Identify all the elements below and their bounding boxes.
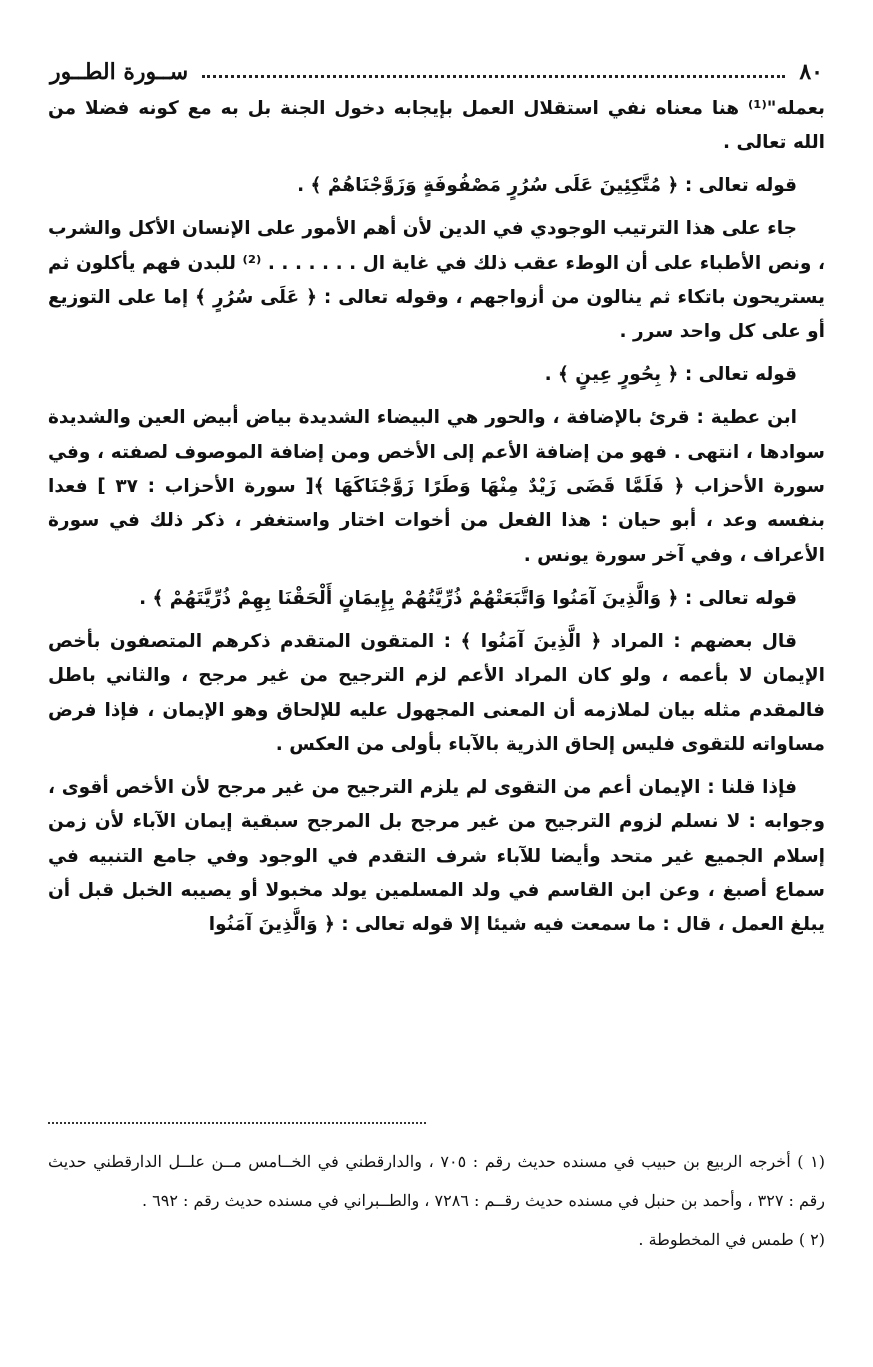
paragraph-3: جاء على هذا الترتيب الوجودي في الدين لأن أهم الأمور على الإنسان الأكل والشرب ، ونص الأطباء على أن الوطء عقب ذلك في غاية ال . . . . . . . ⁽²⁾ للبدن فهم يأكلون ثم يستريحون باتكاء ثم ينالون من أزواجهم ، وقوله تعالى : ﴿ عَلَى سُرُرٍ ﴾ إما على التوزيع أو على كل واحد سرر . [47, 218, 825, 343]
page-header [50, 52, 823, 92]
paragraph-4: قوله تعالى : ﴿ بِحُورٍ عِينٍ ﴾ . [544, 364, 797, 386]
paragraph-7: قال بعضهم : المراد ﴿ الَّذِينَ آمَنُوا ﴾ : المتقون المتقدم ذكرهم المتصفون بأخص الإيمان لا بأعمه ، ولو كان المراد الأعم لزم الترجيح من غير مرجح ، والثاني باطل فالمقدم مثله بيان لملازمه أن المعنى المجهول عليه للإلحاق وهو الإيمان ، فإذا فرض مساواته للتقوى فليس إلحاق الذرية بالآباء بأولى من العكس . [48, 630, 825, 755]
paragraph-2: قوله تعالى : ﴿ مُتَّكِئِينَ عَلَى سُرُرٍ مَصْفُوفَةٍ وَزَوَّجْنَاهُمْ ﴾ . [297, 175, 797, 197]
footnotes [48, 1142, 825, 1259]
page-number: ٨٠ [799, 59, 823, 85]
paragraph-5: ابن عطية : قرئ بالإضافة ، والحور هي البيضاء الشديدة بياض أبيض العين والشديدة سوادها ، انتهى . فهو من إضافة الأعم إلى الأخص ومن إضافة الموصوف لصفته ، وفي سورة الأحزاب ﴿ فَلَمَّا قَضَى زَيْدٌ مِنْهَا وَطَرًا زَوَّجْنَاكَهَا ﴾[ سورة الأحزاب : ٣٧ ] فعدا بنفسه وعد ، أبو حيان : هذا الفعل من أخوات اختار واستغفر ، ذكر ذلك في سورة الأعراف ، وفي آخر سورة يونس . [48, 407, 825, 566]
footnote-1: (١ ) أخرجه الربيع بن حبيب في مسنده حديث رقم : ٧٠٥ ، والدارقطني في الخــامس مــن علــل الدارقطني حديث رقم : ٣٢٧ ، وأحمد بن حنبل في مسنده حديث رقــم : ٧٢٨٦ ، والطــبراني في مسنده حديث رقم : ٦٩٢ . [48, 1152, 826, 1210]
paragraph-1: بعمله"⁽¹⁾ هنا معناه نفي استقلال العمل بإيجابه دخول الجنة بل به مع كونه فضلا من الله تعالى . [48, 98, 825, 154]
paragraph-8: فإذا قلنا : الإيمان أعم من التقوى لم يلزم الترجيح من غير مرجح لأن الأخص أقوى ، وجوابه : لا نسلم لزوم الترجيح من غير مرجح بل المرجح سبقية إيمان الآباء لأن زمن إسلام الجميع غير متحد وأيضا للآباء شرف التقدم في الوجود وفي جامع التنبيه في سماع أصبغ ، وعن ابن القاسم في ولد المسلمين يولد مخبولا أو يصيبه الخبل قبل أن يبلغ العمل ، قال : ما سمعت فيه شيئا إلا قوله تعالى : ﴿ وَالَّذِينَ آمَنُوا [48, 776, 825, 936]
footnote-2: (٢ ) طمس في المخطوطة . [638, 1230, 825, 1249]
footnote-divider [48, 1122, 426, 1124]
main-text [48, 92, 825, 951]
header-dotted-rule [202, 75, 785, 78]
paragraph-6: قوله تعالى : ﴿ وَالَّذِينَ آمَنُوا وَاتَّبَعَتْهُمْ ذُرِّيَّتُهُمْ بِإِيمَانٍ أَلْحَقْنَا بِهِمْ ذُرِّيَّتَهُمْ ﴾ . [139, 587, 797, 609]
surah-title: ســورة الطــور [50, 59, 189, 85]
